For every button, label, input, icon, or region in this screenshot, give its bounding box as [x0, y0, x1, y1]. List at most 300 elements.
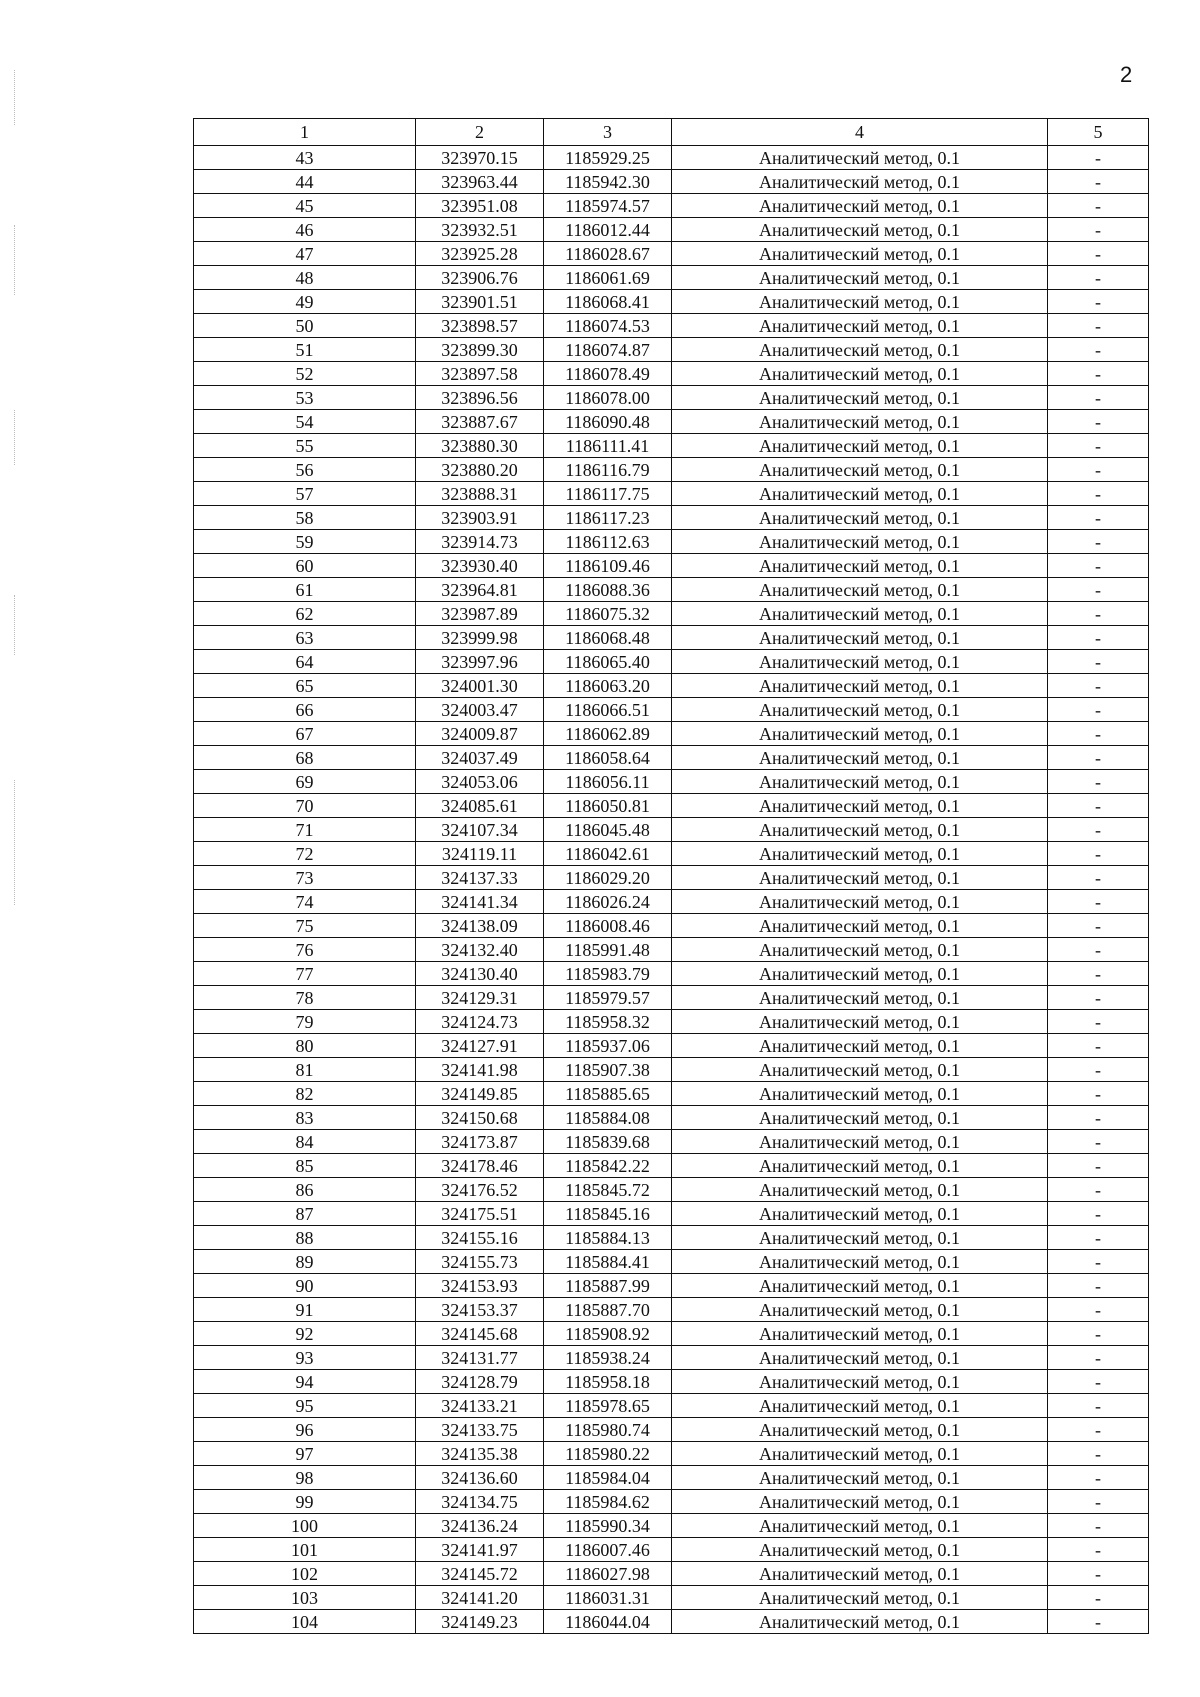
table-row [194, 794, 1149, 818]
table-row [194, 1394, 1149, 1418]
y-coordinate-cell: 1186109.46 [544, 554, 672, 578]
y-coordinate-cell: 1186062.89 [544, 722, 672, 746]
note-cell: - [1048, 1610, 1149, 1634]
point-number-cell: 53 [194, 386, 416, 410]
point-number-cell: 66 [194, 698, 416, 722]
y-coordinate-cell: 1186066.51 [544, 698, 672, 722]
x-coordinate-cell: 324129.31 [416, 986, 544, 1010]
column-header: 3 [544, 119, 672, 146]
table-row [194, 194, 1149, 218]
x-coordinate-cell: 324133.21 [416, 1394, 544, 1418]
coordinates-table-body [194, 119, 1149, 1634]
method-cell: Аналитический метод, 0.1 [672, 794, 1048, 818]
y-coordinate-cell: 1186088.36 [544, 578, 672, 602]
column-header: 4 [672, 119, 1048, 146]
table-row [194, 698, 1149, 722]
column-header: 2 [416, 119, 544, 146]
point-number-cell: 81 [194, 1058, 416, 1082]
table-row [194, 362, 1149, 386]
point-number-cell: 51 [194, 338, 416, 362]
method-cell: Аналитический метод, 0.1 [672, 674, 1048, 698]
table-row [194, 482, 1149, 506]
method-cell: Аналитический метод, 0.1 [672, 962, 1048, 986]
point-number-cell: 76 [194, 938, 416, 962]
note-cell: - [1048, 482, 1149, 506]
margin-scan-mark [14, 70, 15, 125]
method-cell: Аналитический метод, 0.1 [672, 1226, 1048, 1250]
x-coordinate-cell: 323925.28 [416, 242, 544, 266]
point-number-cell: 57 [194, 482, 416, 506]
note-cell: - [1048, 626, 1149, 650]
table-row [194, 386, 1149, 410]
x-coordinate-cell: 324155.16 [416, 1226, 544, 1250]
point-number-cell: 103 [194, 1586, 416, 1610]
point-number-cell: 89 [194, 1250, 416, 1274]
note-cell: - [1048, 1154, 1149, 1178]
x-coordinate-cell: 324001.30 [416, 674, 544, 698]
note-cell: - [1048, 1586, 1149, 1610]
method-cell: Аналитический метод, 0.1 [672, 1106, 1048, 1130]
table-row [194, 1010, 1149, 1034]
method-cell: Аналитический метод, 0.1 [672, 938, 1048, 962]
table-row [194, 338, 1149, 362]
note-cell: - [1048, 410, 1149, 434]
x-coordinate-cell: 323951.08 [416, 194, 544, 218]
method-cell: Аналитический метод, 0.1 [672, 1322, 1048, 1346]
table-row [194, 746, 1149, 770]
x-coordinate-cell: 324141.98 [416, 1058, 544, 1082]
method-cell: Аналитический метод, 0.1 [672, 146, 1048, 170]
note-cell: - [1048, 770, 1149, 794]
y-coordinate-cell: 1186028.67 [544, 242, 672, 266]
method-cell: Аналитический метод, 0.1 [672, 698, 1048, 722]
note-cell: - [1048, 1538, 1149, 1562]
note-cell: - [1048, 386, 1149, 410]
table-row [194, 626, 1149, 650]
point-number-cell: 48 [194, 266, 416, 290]
table-row [194, 1562, 1149, 1586]
point-number-cell: 96 [194, 1418, 416, 1442]
note-cell: - [1048, 314, 1149, 338]
point-number-cell: 99 [194, 1490, 416, 1514]
note-cell: - [1048, 338, 1149, 362]
x-coordinate-cell: 324145.68 [416, 1322, 544, 1346]
x-coordinate-cell: 324149.85 [416, 1082, 544, 1106]
method-cell: Аналитический метод, 0.1 [672, 986, 1048, 1010]
point-number-cell: 62 [194, 602, 416, 626]
point-number-cell: 74 [194, 890, 416, 914]
point-number-cell: 60 [194, 554, 416, 578]
table-row [194, 290, 1149, 314]
method-cell: Аналитический метод, 0.1 [672, 602, 1048, 626]
table-row [194, 674, 1149, 698]
method-cell: Аналитический метод, 0.1 [672, 818, 1048, 842]
margin-scan-mark [14, 780, 15, 905]
method-cell: Аналитический метод, 0.1 [672, 194, 1048, 218]
y-coordinate-cell: 1185990.34 [544, 1514, 672, 1538]
point-number-cell: 84 [194, 1130, 416, 1154]
x-coordinate-cell: 324136.60 [416, 1466, 544, 1490]
table-row [194, 506, 1149, 530]
x-coordinate-cell: 324132.40 [416, 938, 544, 962]
method-cell: Аналитический метод, 0.1 [672, 1418, 1048, 1442]
point-number-cell: 45 [194, 194, 416, 218]
method-cell: Аналитический метод, 0.1 [672, 314, 1048, 338]
y-coordinate-cell: 1185938.24 [544, 1346, 672, 1370]
note-cell: - [1048, 578, 1149, 602]
y-coordinate-cell: 1185942.30 [544, 170, 672, 194]
y-coordinate-cell: 1185884.41 [544, 1250, 672, 1274]
x-coordinate-cell: 324178.46 [416, 1154, 544, 1178]
note-cell: - [1048, 530, 1149, 554]
point-number-cell: 100 [194, 1514, 416, 1538]
method-cell: Аналитический метод, 0.1 [672, 914, 1048, 938]
y-coordinate-cell: 1186075.32 [544, 602, 672, 626]
x-coordinate-cell: 324141.34 [416, 890, 544, 914]
point-number-cell: 46 [194, 218, 416, 242]
y-coordinate-cell: 1185887.99 [544, 1274, 672, 1298]
note-cell: - [1048, 1034, 1149, 1058]
page-number: 2 [1120, 62, 1133, 87]
table-row [194, 1346, 1149, 1370]
note-cell: - [1048, 434, 1149, 458]
x-coordinate-cell: 323963.44 [416, 170, 544, 194]
method-cell: Аналитический метод, 0.1 [672, 626, 1048, 650]
method-cell: Аналитический метод, 0.1 [672, 1610, 1048, 1634]
method-cell: Аналитический метод, 0.1 [672, 170, 1048, 194]
table-row [194, 266, 1149, 290]
table-row [194, 1082, 1149, 1106]
x-coordinate-cell: 324137.33 [416, 866, 544, 890]
x-coordinate-cell: 323887.67 [416, 410, 544, 434]
method-cell: Аналитический метод, 0.1 [672, 650, 1048, 674]
y-coordinate-cell: 1186027.98 [544, 1562, 672, 1586]
point-number-cell: 78 [194, 986, 416, 1010]
note-cell: - [1048, 170, 1149, 194]
method-cell: Аналитический метод, 0.1 [672, 1514, 1048, 1538]
y-coordinate-cell: 1185991.48 [544, 938, 672, 962]
note-cell: - [1048, 554, 1149, 578]
method-cell: Аналитический метод, 0.1 [672, 386, 1048, 410]
x-coordinate-cell: 324153.93 [416, 1274, 544, 1298]
note-cell: - [1048, 1106, 1149, 1130]
note-cell: - [1048, 890, 1149, 914]
point-number-cell: 79 [194, 1010, 416, 1034]
y-coordinate-cell: 1186031.31 [544, 1586, 672, 1610]
method-cell: Аналитический метод, 0.1 [672, 1586, 1048, 1610]
point-number-cell: 77 [194, 962, 416, 986]
method-cell: Аналитический метод, 0.1 [672, 1058, 1048, 1082]
y-coordinate-cell: 1186117.75 [544, 482, 672, 506]
point-number-cell: 87 [194, 1202, 416, 1226]
table-row [194, 914, 1149, 938]
point-number-cell: 70 [194, 794, 416, 818]
point-number-cell: 47 [194, 242, 416, 266]
x-coordinate-cell: 324145.72 [416, 1562, 544, 1586]
method-cell: Аналитический метод, 0.1 [672, 1274, 1048, 1298]
x-coordinate-cell: 324134.75 [416, 1490, 544, 1514]
point-number-cell: 61 [194, 578, 416, 602]
table-row [194, 1490, 1149, 1514]
note-cell: - [1048, 1322, 1149, 1346]
point-number-cell: 63 [194, 626, 416, 650]
table-row [194, 1610, 1149, 1634]
table-row [194, 170, 1149, 194]
note-cell: - [1048, 146, 1149, 170]
y-coordinate-cell: 1186078.49 [544, 362, 672, 386]
point-number-cell: 67 [194, 722, 416, 746]
note-cell: - [1048, 722, 1149, 746]
note-cell: - [1048, 1250, 1149, 1274]
y-coordinate-cell: 1186063.20 [544, 674, 672, 698]
method-cell: Аналитический метод, 0.1 [672, 842, 1048, 866]
x-coordinate-cell: 324141.20 [416, 1586, 544, 1610]
point-number-cell: 80 [194, 1034, 416, 1058]
y-coordinate-cell: 1185908.92 [544, 1322, 672, 1346]
x-coordinate-cell: 324138.09 [416, 914, 544, 938]
table-row [194, 1418, 1149, 1442]
note-cell: - [1048, 1010, 1149, 1034]
method-cell: Аналитический метод, 0.1 [672, 1346, 1048, 1370]
table-row [194, 1298, 1149, 1322]
note-cell: - [1048, 1130, 1149, 1154]
x-coordinate-cell: 324107.34 [416, 818, 544, 842]
note-cell: - [1048, 1226, 1149, 1250]
note-cell: - [1048, 1202, 1149, 1226]
x-coordinate-cell: 324009.87 [416, 722, 544, 746]
note-cell: - [1048, 602, 1149, 626]
method-cell: Аналитический метод, 0.1 [672, 578, 1048, 602]
point-number-cell: 50 [194, 314, 416, 338]
table-row [194, 578, 1149, 602]
y-coordinate-cell: 1185958.18 [544, 1370, 672, 1394]
y-coordinate-cell: 1186044.04 [544, 1610, 672, 1634]
method-cell: Аналитический метод, 0.1 [672, 362, 1048, 386]
note-cell: - [1048, 818, 1149, 842]
method-cell: Аналитический метод, 0.1 [672, 290, 1048, 314]
column-header: 1 [194, 119, 416, 146]
x-coordinate-cell: 324136.24 [416, 1514, 544, 1538]
method-cell: Аналитический метод, 0.1 [672, 1466, 1048, 1490]
y-coordinate-cell: 1186061.69 [544, 266, 672, 290]
point-number-cell: 59 [194, 530, 416, 554]
method-cell: Аналитический метод, 0.1 [672, 410, 1048, 434]
y-coordinate-cell: 1185984.62 [544, 1490, 672, 1514]
point-number-cell: 98 [194, 1466, 416, 1490]
point-number-cell: 75 [194, 914, 416, 938]
table-row [194, 1226, 1149, 1250]
note-cell: - [1048, 1490, 1149, 1514]
point-number-cell: 58 [194, 506, 416, 530]
y-coordinate-cell: 1185980.74 [544, 1418, 672, 1442]
x-coordinate-cell: 324053.06 [416, 770, 544, 794]
coordinates-table [193, 118, 1149, 1634]
x-coordinate-cell: 323999.98 [416, 626, 544, 650]
point-number-cell: 104 [194, 1610, 416, 1634]
method-cell: Аналитический метод, 0.1 [672, 218, 1048, 242]
y-coordinate-cell: 1185884.13 [544, 1226, 672, 1250]
x-coordinate-cell: 324133.75 [416, 1418, 544, 1442]
table-row [194, 842, 1149, 866]
x-coordinate-cell: 324037.49 [416, 746, 544, 770]
x-coordinate-cell: 324128.79 [416, 1370, 544, 1394]
y-coordinate-cell: 1186112.63 [544, 530, 672, 554]
table-row [194, 1442, 1149, 1466]
method-cell: Аналитический метод, 0.1 [672, 1298, 1048, 1322]
x-coordinate-cell: 323901.51 [416, 290, 544, 314]
x-coordinate-cell: 323898.57 [416, 314, 544, 338]
point-number-cell: 43 [194, 146, 416, 170]
point-number-cell: 97 [194, 1442, 416, 1466]
margin-scan-mark [14, 410, 15, 465]
margin-scan-mark [14, 595, 15, 655]
y-coordinate-cell: 1186074.87 [544, 338, 672, 362]
note-cell: - [1048, 1418, 1149, 1442]
margin-scan-mark [14, 225, 15, 295]
x-coordinate-cell: 323903.91 [416, 506, 544, 530]
x-coordinate-cell: 324119.11 [416, 842, 544, 866]
note-cell: - [1048, 962, 1149, 986]
x-coordinate-cell: 323964.81 [416, 578, 544, 602]
point-number-cell: 55 [194, 434, 416, 458]
x-coordinate-cell: 324153.37 [416, 1298, 544, 1322]
column-header: 5 [1048, 119, 1149, 146]
x-coordinate-cell: 324124.73 [416, 1010, 544, 1034]
table-row [194, 938, 1149, 962]
x-coordinate-cell: 324131.77 [416, 1346, 544, 1370]
method-cell: Аналитический метод, 0.1 [672, 1538, 1048, 1562]
method-cell: Аналитический метод, 0.1 [672, 866, 1048, 890]
table-row [194, 650, 1149, 674]
table-row [194, 1586, 1149, 1610]
method-cell: Аналитический метод, 0.1 [672, 1490, 1048, 1514]
method-cell: Аналитический метод, 0.1 [672, 746, 1048, 770]
point-number-cell: 86 [194, 1178, 416, 1202]
table-row [194, 1154, 1149, 1178]
x-coordinate-cell: 323888.31 [416, 482, 544, 506]
y-coordinate-cell: 1185887.70 [544, 1298, 672, 1322]
note-cell: - [1048, 938, 1149, 962]
y-coordinate-cell: 1186068.41 [544, 290, 672, 314]
table-row [194, 962, 1149, 986]
method-cell: Аналитический метод, 0.1 [672, 458, 1048, 482]
note-cell: - [1048, 1514, 1149, 1538]
point-number-cell: 102 [194, 1562, 416, 1586]
y-coordinate-cell: 1185845.72 [544, 1178, 672, 1202]
x-coordinate-cell: 324176.52 [416, 1178, 544, 1202]
x-coordinate-cell: 324149.23 [416, 1610, 544, 1634]
x-coordinate-cell: 324127.91 [416, 1034, 544, 1058]
method-cell: Аналитический метод, 0.1 [672, 770, 1048, 794]
point-number-cell: 90 [194, 1274, 416, 1298]
table-row [194, 866, 1149, 890]
table-row [194, 1130, 1149, 1154]
point-number-cell: 65 [194, 674, 416, 698]
table-row [194, 1178, 1149, 1202]
x-coordinate-cell: 324135.38 [416, 1442, 544, 1466]
x-coordinate-cell: 324150.68 [416, 1106, 544, 1130]
y-coordinate-cell: 1185937.06 [544, 1034, 672, 1058]
x-coordinate-cell: 323896.56 [416, 386, 544, 410]
table-row [194, 1466, 1149, 1490]
point-number-cell: 72 [194, 842, 416, 866]
note-cell: - [1048, 1466, 1149, 1490]
y-coordinate-cell: 1186065.40 [544, 650, 672, 674]
table-row [194, 890, 1149, 914]
note-cell: - [1048, 1178, 1149, 1202]
method-cell: Аналитический метод, 0.1 [672, 242, 1048, 266]
y-coordinate-cell: 1186012.44 [544, 218, 672, 242]
x-coordinate-cell: 324130.40 [416, 962, 544, 986]
note-cell: - [1048, 218, 1149, 242]
y-coordinate-cell: 1186042.61 [544, 842, 672, 866]
point-number-cell: 49 [194, 290, 416, 314]
y-coordinate-cell: 1185980.22 [544, 1442, 672, 1466]
method-cell: Аналитический метод, 0.1 [672, 434, 1048, 458]
method-cell: Аналитический метод, 0.1 [672, 890, 1048, 914]
table-row [194, 1370, 1149, 1394]
method-cell: Аналитический метод, 0.1 [672, 1250, 1048, 1274]
point-number-cell: 95 [194, 1394, 416, 1418]
point-number-cell: 73 [194, 866, 416, 890]
x-coordinate-cell: 323987.89 [416, 602, 544, 626]
table-row [194, 1106, 1149, 1130]
y-coordinate-cell: 1185929.25 [544, 146, 672, 170]
table-row [194, 1322, 1149, 1346]
method-cell: Аналитический метод, 0.1 [672, 1562, 1048, 1586]
y-coordinate-cell: 1186078.00 [544, 386, 672, 410]
table-row [194, 242, 1149, 266]
note-cell: - [1048, 866, 1149, 890]
table-row [194, 602, 1149, 626]
table-row [194, 1202, 1149, 1226]
note-cell: - [1048, 1394, 1149, 1418]
x-coordinate-cell: 324003.47 [416, 698, 544, 722]
y-coordinate-cell: 1185839.68 [544, 1130, 672, 1154]
method-cell: Аналитический метод, 0.1 [672, 1202, 1048, 1226]
y-coordinate-cell: 1186090.48 [544, 410, 672, 434]
y-coordinate-cell: 1185842.22 [544, 1154, 672, 1178]
method-cell: Аналитический метод, 0.1 [672, 1010, 1048, 1034]
y-coordinate-cell: 1186045.48 [544, 818, 672, 842]
table-row [194, 458, 1149, 482]
method-cell: Аналитический метод, 0.1 [672, 1370, 1048, 1394]
y-coordinate-cell: 1185845.16 [544, 1202, 672, 1226]
x-coordinate-cell: 324173.87 [416, 1130, 544, 1154]
y-coordinate-cell: 1186007.46 [544, 1538, 672, 1562]
note-cell: - [1048, 1562, 1149, 1586]
table-header-row [194, 119, 1149, 146]
y-coordinate-cell: 1186056.11 [544, 770, 672, 794]
point-number-cell: 71 [194, 818, 416, 842]
y-coordinate-cell: 1185885.65 [544, 1082, 672, 1106]
note-cell: - [1048, 698, 1149, 722]
x-coordinate-cell: 323897.58 [416, 362, 544, 386]
table-row [194, 1250, 1149, 1274]
y-coordinate-cell: 1186116.79 [544, 458, 672, 482]
table-row [194, 554, 1149, 578]
x-coordinate-cell: 324141.97 [416, 1538, 544, 1562]
table-row [194, 434, 1149, 458]
y-coordinate-cell: 1185978.65 [544, 1394, 672, 1418]
point-number-cell: 44 [194, 170, 416, 194]
note-cell: - [1048, 458, 1149, 482]
x-coordinate-cell: 324175.51 [416, 1202, 544, 1226]
point-number-cell: 64 [194, 650, 416, 674]
x-coordinate-cell: 323932.51 [416, 218, 544, 242]
point-number-cell: 101 [194, 1538, 416, 1562]
y-coordinate-cell: 1186029.20 [544, 866, 672, 890]
